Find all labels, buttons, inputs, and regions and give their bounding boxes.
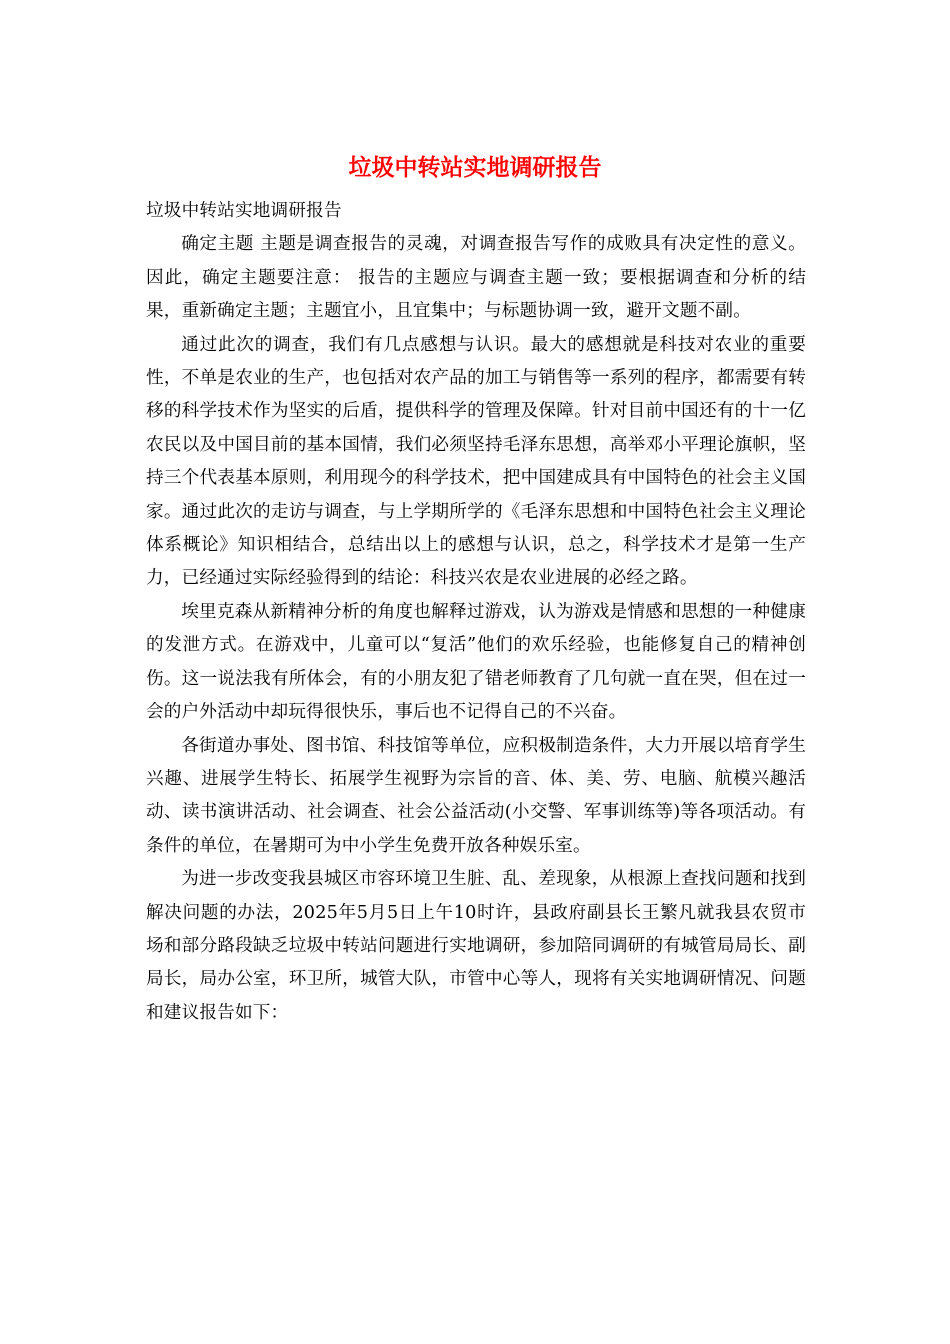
paragraph-field-research: 为进一步改变我县城区市容环境卫生脏、乱、差现象，从根源上查找问题和找到解决问题的办法，2025年5月5日上午10时许，县政府副县长王繁凡就我县农贸市场和部分路段缺乏垃圾中转站问题进行实地调研，参加陪同调研的有城管局局长、副局长，局办公室，环卫所，城管大队，市管中心等人，现将有关实地调研情况、问题和建议报告如下：	[146, 869, 806, 1023]
paragraph-survey-reflection: 通过此次的调查，我们有几点感想与认识。最大的感想就是科技对农业的重要性，不单是农业的生产，也包括对农产品的加工与销售等一系列的程序，都需要有转移的科学技术作为坚实的后盾，提供科学的管理及保障。针对目前中国还有的十一亿农民以及中国目前的基本国情，我们必须坚持毛泽东思想，高举邓小平理论旗帜，坚持三个代表基本原则，利用现今的科学技术，把中国建成具有中国特色的社会主义国家。通过此次的走访与调查，与上学期所学的《毛泽东思想和中国特色社会主义理论体系概论》知识相结合，总结出以上的感想与认识，总之，科学技术才是第一生产力，已经通过实际经验得到的结论：科技兴农是农业进展的必经之路。	[146, 334, 806, 589]
document-subtitle: 垃圾中转站实地调研报告	[146, 201, 342, 221]
paragraph-erikson-play: 埃里克森从新精神分析的角度也解释过游戏，认为游戏是情感和思想的一种健康的发泄方式。在游戏中，儿童可以“复活”他们的欢乐经验，也能修复自己的精神创伤。这一说法我有所体会，有的小朋友犯了错老师教育了几句就一直在哭，但在过一会的户外活动中却玩得很快乐，事后也不记得自己的不兴奋。	[146, 601, 806, 723]
paragraph-topic: 确定主题 主题是调查报告的灵魂，对调查报告写作的成败具有决定性的意义。因此，确定主题要注意： 报告的主题应与调查主题一致；要根据调查和分析的结果，重新确定主题；主题宜小，且宜集中；与标题协调一致，避开文题不副。	[146, 234, 806, 322]
paragraph-summer-activities: 各街道办事处、图书馆、科技馆等单位，应积极制造条件，大力开展以培育学生兴趣、进展学生特长、拓展学生视野为宗旨的音、体、美、劳、电脑、航模兴趣活动、读书演讲活动、社会调查、社会公益活动(小交警、军事训练等)等各项活动。有条件的单位，在暑期可为中小学生免费开放各种娱乐室。	[146, 735, 806, 856]
document-title: 垃圾中转站实地调研报告	[348, 154, 602, 181]
document-body	[146, 195, 806, 1030]
